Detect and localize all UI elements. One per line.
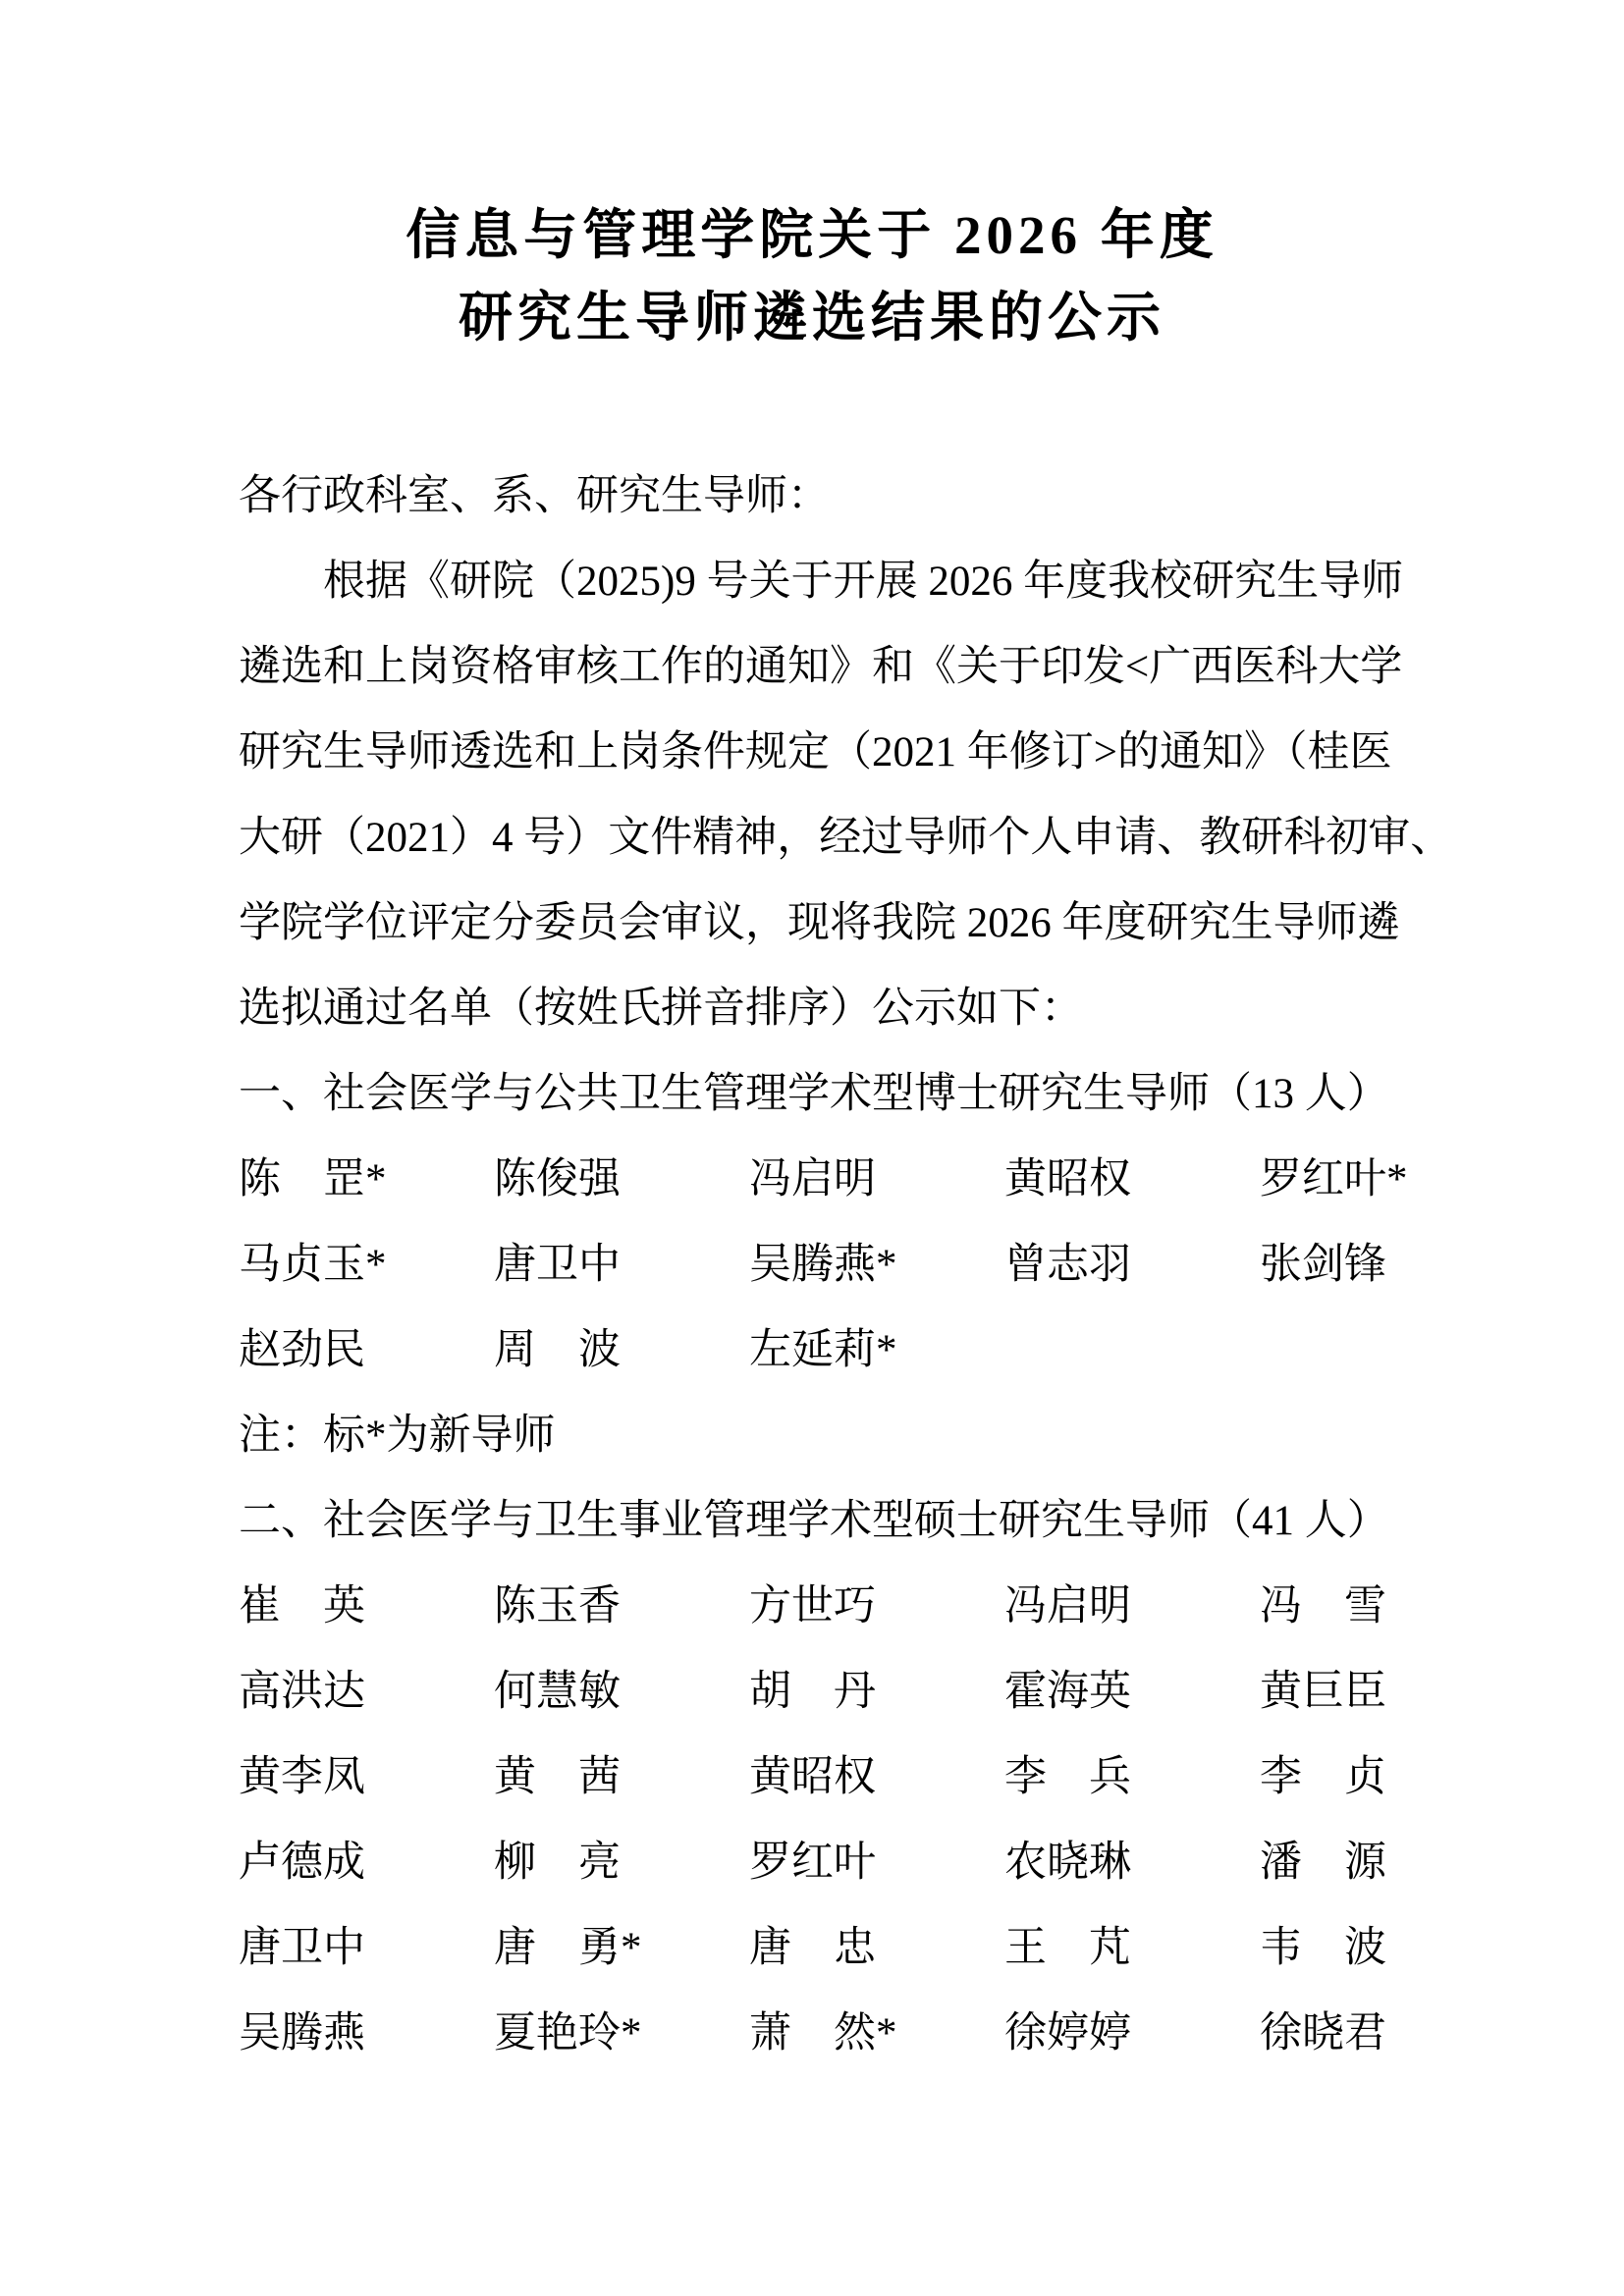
supervisor-name: 李 兵 xyxy=(1004,1754,1131,1800)
supervisor-name: 夏艳玲* xyxy=(494,2010,642,2056)
document-body xyxy=(239,454,1453,2076)
supervisor-name: 霍海英 xyxy=(1004,1669,1131,1715)
supervisor-name: 曾志羽 xyxy=(1004,1242,1131,1288)
supervisor-name: 陈俊强 xyxy=(494,1156,621,1202)
section-2-name-row-5 xyxy=(239,1905,1515,1991)
supervisor-name: 高洪达 xyxy=(239,1669,365,1715)
supervisor-name: 黄李凤 xyxy=(239,1754,365,1800)
supervisor-name: 马贞玉* xyxy=(239,1242,387,1288)
supervisor-name: 罗红叶* xyxy=(1260,1156,1408,1202)
supervisor-name: 冯启明 xyxy=(749,1156,876,1202)
supervisor-name: 唐 忠 xyxy=(749,1925,876,1971)
supervisor-name: 黄巨臣 xyxy=(1260,1669,1386,1715)
supervisor-name: 黄昭权 xyxy=(749,1754,876,1800)
supervisor-name: 唐 勇* xyxy=(494,1925,642,1971)
supervisor-name: 徐婷婷 xyxy=(1004,2010,1131,2056)
supervisor-name: 黄昭权 xyxy=(1004,1156,1131,1202)
supervisor-name: 左延莉* xyxy=(749,1327,897,1373)
section-2-name-row-1 xyxy=(239,1564,1515,1649)
supervisor-name: 柳 亮 xyxy=(494,1840,621,1886)
section-1-name-row-2 xyxy=(239,1222,1515,1308)
section-2-name-row-4 xyxy=(239,1820,1515,1905)
supervisor-name: 萧 然* xyxy=(749,2010,897,2056)
supervisor-name: 吴腾燕 xyxy=(239,2010,365,2056)
supervisor-name: 冯 雪 xyxy=(1260,1583,1386,1629)
supervisor-name: 陈 罡* xyxy=(239,1156,387,1202)
section-1-heading: 一、社会医学与公共卫生管理学术型博士研究生导师（13 人） xyxy=(239,1071,1389,1117)
section-2-name-row-3 xyxy=(239,1735,1515,1820)
supervisor-name: 黄 茜 xyxy=(494,1754,621,1800)
salutation-line: 各行政科室、系、研究生导师： xyxy=(239,473,830,519)
supervisor-name: 潘 源 xyxy=(1260,1840,1386,1886)
section-1-name-row-3 xyxy=(239,1308,1515,1393)
supervisor-name: 韦 波 xyxy=(1260,1925,1386,1971)
section-2-name-row-6 xyxy=(239,1991,1515,2076)
section-1-name-row-1 xyxy=(239,1137,1515,1222)
supervisor-name: 吴腾燕* xyxy=(749,1242,897,1288)
new-supervisor-note: 注：标*为新导师 xyxy=(239,1413,556,1459)
supervisor-name: 赵劲民 xyxy=(239,1327,365,1373)
document-title xyxy=(0,194,1624,359)
supervisor-name: 王 芃 xyxy=(1004,1925,1131,1971)
supervisor-name: 农晓琳 xyxy=(1004,1840,1131,1886)
section-2-name-row-2 xyxy=(239,1649,1515,1735)
supervisor-name: 周 波 xyxy=(494,1327,621,1373)
supervisor-name: 冯启明 xyxy=(1004,1583,1131,1629)
supervisor-name: 罗红叶 xyxy=(749,1840,876,1886)
supervisor-name: 唐卫中 xyxy=(239,1925,365,1971)
paragraph-line-6: 选拟通过名单（按姓氏拼音排序）公示如下： xyxy=(239,986,1083,1032)
supervisor-name: 唐卫中 xyxy=(494,1242,621,1288)
supervisor-name: 何慧敏 xyxy=(494,1669,621,1715)
supervisor-name: 徐晓君 xyxy=(1260,2010,1386,2056)
paragraph-line-4: 大研（2021）4 号）文件精神，经过导师个人申请、教研科初审、 xyxy=(239,815,1453,861)
supervisor-name: 卢德成 xyxy=(239,1840,365,1886)
supervisor-name: 方世巧 xyxy=(749,1583,876,1629)
supervisor-name: 胡 丹 xyxy=(749,1669,876,1715)
paragraph-line-3: 研究生导师透选和上岗条件规定（2021 年修订>的通知》（桂医 xyxy=(239,729,1392,775)
title-line-1: 信息与管理学院关于 2026 年度 xyxy=(406,205,1218,265)
paragraph-line-2: 遴选和上岗资格审核工作的通知》和《关于印发<广西医科大学 xyxy=(239,644,1403,690)
supervisor-name xyxy=(1260,1308,1515,1393)
supervisor-name: 崔 英 xyxy=(239,1583,365,1629)
title-line-2: 研究生导师遴选结果的公示 xyxy=(458,288,1165,347)
supervisor-name: 李 贞 xyxy=(1260,1754,1386,1800)
paragraph-line-5: 学院学位评定分委员会审议，现将我院 2026 年度研究生导师遴 xyxy=(239,900,1400,946)
paragraph-line-1: 根据《研院（2025)9 号关于开展 2026 年度我校研究生导师 xyxy=(323,559,1404,605)
supervisor-name: 张剑锋 xyxy=(1260,1242,1386,1288)
supervisor-name xyxy=(1004,1308,1260,1393)
supervisor-name: 陈玉香 xyxy=(494,1583,621,1629)
section-2-heading: 二、社会医学与卫生事业管理学术型硕士研究生导师（41 人） xyxy=(239,1498,1389,1544)
